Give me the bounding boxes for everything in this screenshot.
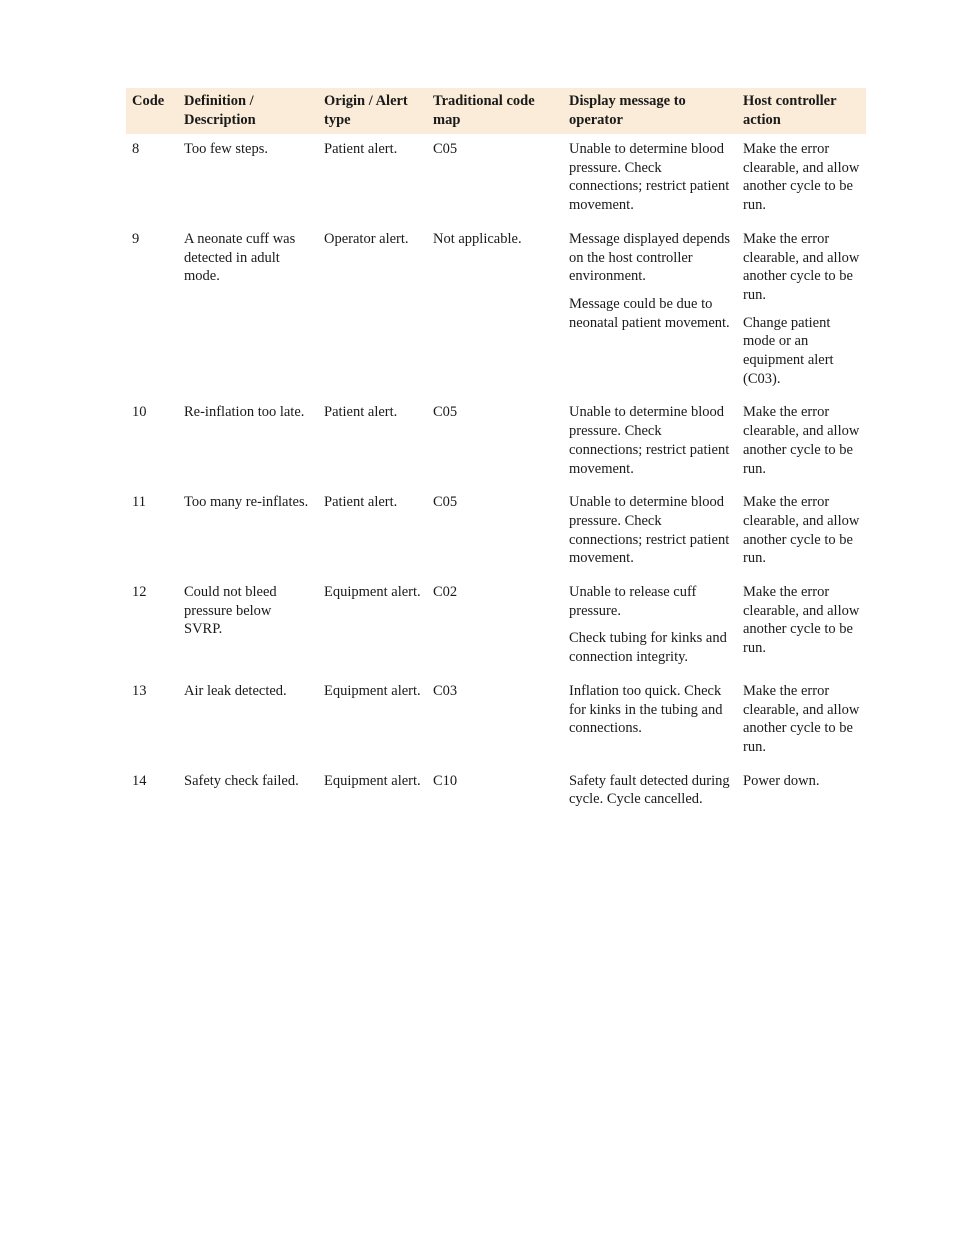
cell-definition: Could not bleed pressure below SVRP. [184, 584, 277, 638]
display-paragraph: Inflation too quick. Check for kinks in the tubing and connections. [569, 682, 723, 737]
display-paragraph: Unable to determine blood pressure. Check connections; restrict patient movement. [569, 404, 730, 477]
table-row [126, 487, 866, 577]
cell-definition: Re-inflation too late. [184, 404, 305, 421]
host-paragraph: Make the error clearable, and allow another cycle to be run. [743, 404, 860, 477]
cell-definition: Too many re-inflates. [184, 494, 309, 511]
cell-code: 11 [132, 494, 146, 511]
cell-origin: Patient alert. [324, 141, 398, 157]
header-definition: Definition / Description [184, 93, 256, 128]
header-origin: Origin / Alert type [324, 93, 408, 128]
display-paragraph: Message displayed depends on the host controller environment. [569, 230, 731, 285]
header-display-message: Display message to operator [569, 93, 686, 128]
cell-host-action [737, 487, 866, 577]
cell-display-message [563, 224, 737, 398]
cell-display-message [563, 676, 737, 766]
cell-code-map: C03 [433, 682, 458, 699]
cell-definition: A neonate cuff was detected in adult mode. [184, 230, 296, 285]
cell-code-map: C05 [433, 404, 458, 421]
table-row [126, 577, 866, 676]
display-paragraph: Message could be due to neonatal patient movement. [569, 295, 730, 331]
cell-code-map: C05 [433, 141, 458, 157]
host-paragraph: Power down. [743, 772, 820, 789]
cell-code: 13 [132, 682, 147, 699]
host-paragraph: Make the error clearable, and allow another cycle to be run. [743, 584, 860, 657]
cell-code-map: C02 [433, 584, 458, 601]
cell-definition: Too few steps. [184, 141, 268, 157]
cell-origin: Equipment alert. [324, 772, 421, 789]
table-header [126, 88, 866, 134]
cell-host-action [737, 224, 866, 398]
cell-host-action [737, 577, 866, 676]
cell-host-action [737, 134, 866, 224]
cell-host-action [737, 397, 866, 487]
display-paragraph: Check tubing for kinks and connection integrity. [569, 630, 727, 666]
error-codes-table [126, 88, 866, 818]
table-row [126, 134, 866, 224]
cell-display-message [563, 397, 737, 487]
header-host-action: Host controller action [743, 93, 837, 128]
cell-code-map: C05 [433, 494, 458, 511]
cell-origin: Equipment alert. [324, 584, 421, 601]
cell-host-action [737, 676, 866, 766]
cell-display-message [563, 766, 737, 818]
cell-code-map: Not applicable. [433, 230, 522, 247]
header-code: Code [132, 93, 165, 109]
table-row [126, 224, 866, 398]
cell-code-map: C10 [433, 772, 458, 789]
host-paragraph: Make the error clearable, and allow another cycle to be run. [743, 494, 860, 567]
cell-origin: Equipment alert. [324, 682, 421, 699]
cell-origin: Patient alert. [324, 494, 398, 511]
display-paragraph: Safety fault detected during cycle. Cycle cancelled. [569, 772, 730, 808]
cell-host-action [737, 766, 866, 818]
cell-display-message [563, 577, 737, 676]
table-row [126, 766, 866, 818]
cell-code: 14 [132, 772, 147, 789]
table-body [126, 134, 866, 818]
host-paragraph: Make the error clearable, and allow another cycle to be run. [743, 230, 860, 303]
cell-definition: Safety check failed. [184, 772, 299, 789]
host-paragraph: Change patient mode or an equipment alert (C03). [743, 314, 834, 387]
header-row [126, 88, 866, 134]
table-row [126, 676, 866, 766]
cell-code: 9 [132, 230, 140, 247]
cell-code: 8 [132, 141, 140, 157]
cell-origin: Patient alert. [324, 404, 398, 421]
host-paragraph: Make the error clearable, and allow another cycle to be run. [743, 141, 860, 214]
display-paragraph: Unable to determine blood pressure. Check connections; restrict patient movement. [569, 494, 730, 567]
cell-code: 12 [132, 584, 147, 601]
cell-code: 10 [132, 404, 147, 421]
display-paragraph: Unable to release cuff pressure. [569, 584, 697, 619]
cell-definition: Air leak detected. [184, 682, 287, 699]
host-paragraph: Make the error clearable, and allow another cycle to be run. [743, 682, 860, 755]
display-paragraph: Unable to determine blood pressure. Check connections; restrict patient movement. [569, 141, 730, 214]
cell-display-message [563, 487, 737, 577]
header-code-map: Traditional code map [433, 93, 535, 128]
table-row [126, 397, 866, 487]
cell-origin: Operator alert. [324, 230, 409, 247]
document-page [126, 88, 866, 818]
cell-display-message [563, 134, 737, 224]
